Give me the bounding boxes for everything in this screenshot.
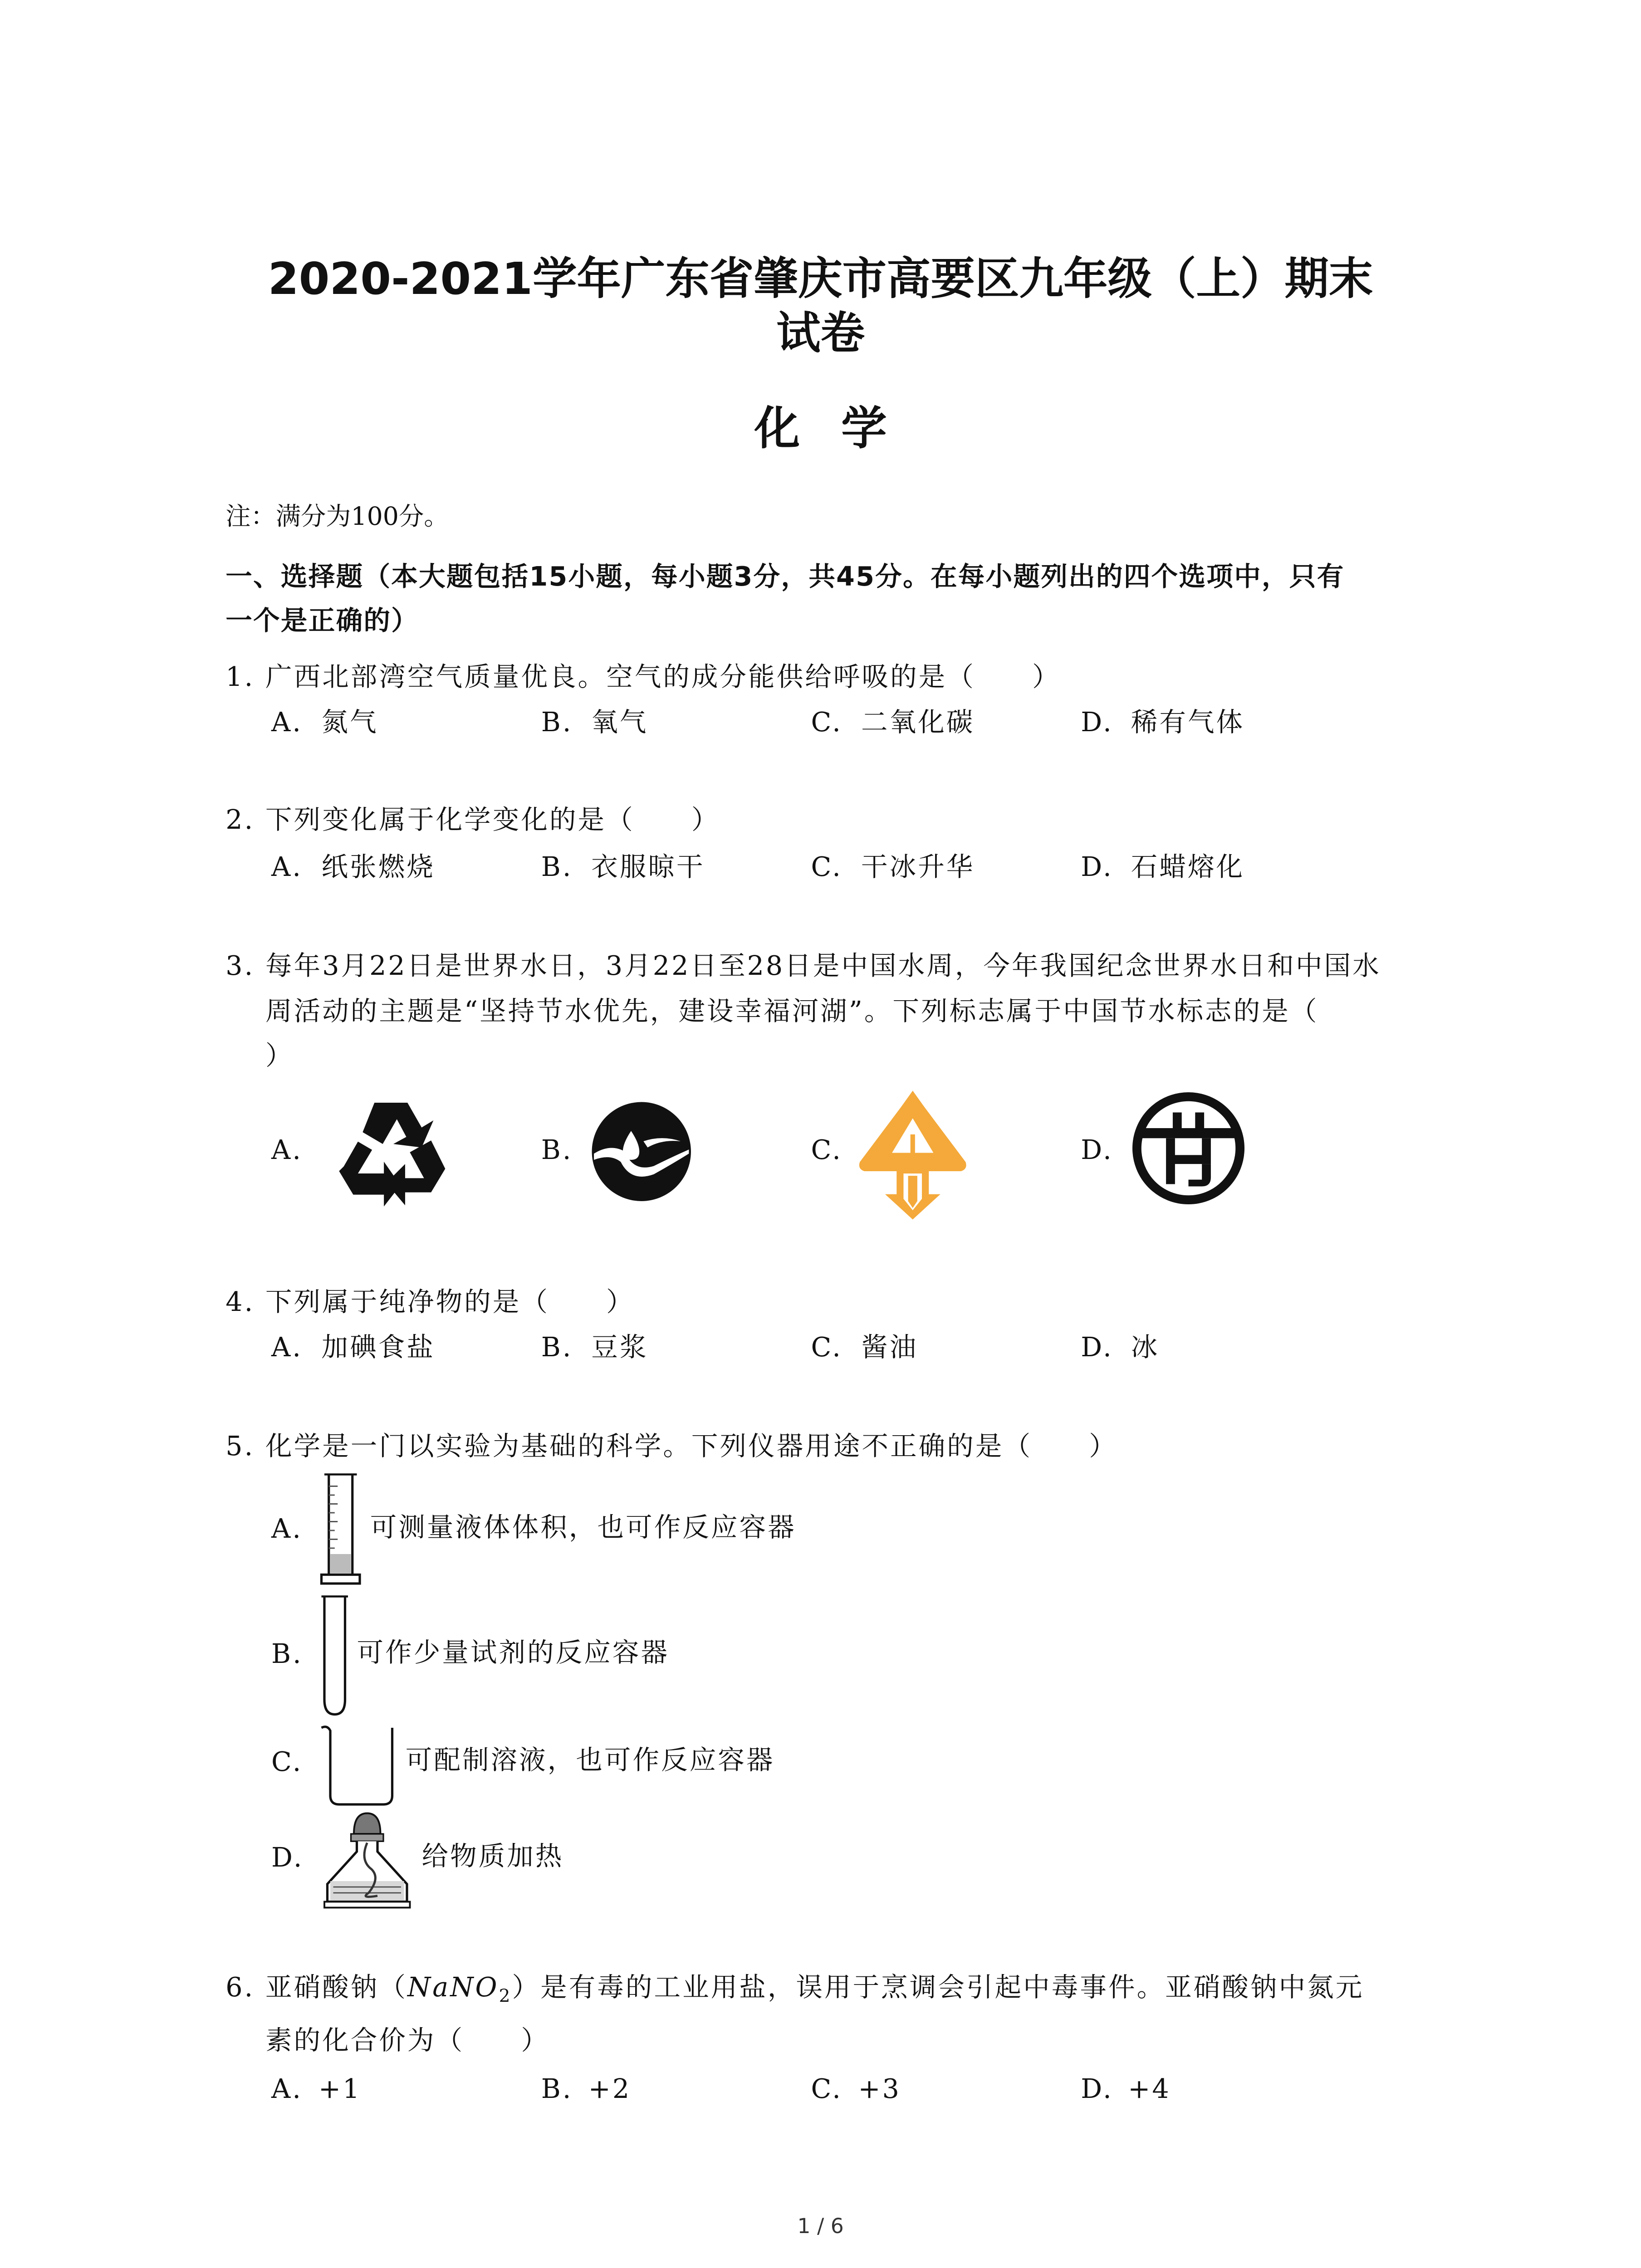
- option-text: 稀有气体: [1131, 707, 1245, 738]
- question-stem: 广西北部湾空气质量优良。空气的成分能供给呼吸的是（ ）: [265, 661, 1061, 692]
- option-letter: A.: [271, 1134, 303, 1165]
- option-text: 衣服晾干: [591, 851, 705, 882]
- option-text: 二氧化碳: [861, 707, 975, 738]
- stem-text-before: 亚硝酸钠（: [265, 1971, 407, 2003]
- option-letter: C.: [811, 851, 843, 882]
- question-stem: 化学是一门以实验为基础的科学。下列仪器用途不正确的是（ ）: [265, 1431, 1117, 1461]
- option-letter: B.: [541, 1134, 573, 1165]
- water-drop-circle-logo-icon: [590, 1100, 693, 1203]
- graduated-cylinder-icon: [318, 1471, 363, 1593]
- option-letter: A.: [271, 2073, 303, 2104]
- question-stem: 下列属于纯净物的是（ ）: [265, 1286, 635, 1317]
- circle-gate-logo-icon: [1132, 1092, 1244, 1204]
- page-number: 1 / 6: [797, 2214, 844, 2238]
- option-letter: D.: [1081, 2073, 1113, 2104]
- option-text: 可配制溶液，也可作反应容器: [405, 1745, 775, 1776]
- question-number: 2.: [225, 804, 255, 835]
- option-letter: D.: [271, 1842, 304, 1873]
- question-stem-line3: ）: [265, 1040, 294, 1071]
- chemical-formula: NaNO: [407, 1971, 499, 2003]
- option-text: +4: [1128, 2073, 1171, 2104]
- option-text: 石蜡熔化: [1131, 851, 1245, 882]
- section-heading-line1: 一、选择题（本大题包括15小题，每小题3分，共45分。在每小题列出的四个选项中，只有: [225, 561, 1345, 592]
- orange-arrow-logo-icon: [855, 1088, 970, 1221]
- option-text: 酱油: [861, 1332, 918, 1363]
- option-letter: C.: [811, 2073, 843, 2104]
- option-text: 可测量液体体积，也可作反应容器: [370, 1511, 796, 1543]
- option-text: +1: [318, 2073, 362, 2104]
- option-letter: A.: [271, 1513, 303, 1544]
- question-stem-line1: 每年3月22日是世界水日，3月22日至28日是中国水周，今年我国纪念世界水日和中国水: [265, 950, 1381, 981]
- option-text: 干冰升华: [861, 851, 975, 882]
- option-text: 纸张燃烧: [321, 851, 435, 882]
- option-letter: B.: [541, 707, 573, 738]
- option-letter: B.: [541, 851, 573, 882]
- option-text: 冰: [1131, 1332, 1160, 1363]
- option-text: 给物质加热: [421, 1840, 564, 1872]
- option-text: +2: [588, 2073, 632, 2104]
- question-number: 5.: [225, 1431, 255, 1461]
- option-letter: A.: [271, 707, 303, 738]
- question-number: 3.: [225, 950, 255, 981]
- option-letter: B.: [271, 1638, 303, 1670]
- option-text: 可作少量试剂的反应容器: [357, 1637, 670, 1668]
- stem-text-after: ）是有毒的工业用盐，误用于烹调会引起中毒事件。亚硝酸钠中氮元: [512, 1971, 1364, 2003]
- option-text: 豆浆: [591, 1332, 648, 1363]
- option-letter: C.: [811, 1134, 843, 1165]
- question-number: 4.: [225, 1286, 255, 1317]
- exam-title-line1: 2020-2021学年广东省肇庆市高要区九年级（上）期末: [268, 252, 1373, 304]
- option-letter: B.: [541, 1332, 573, 1363]
- option-letter: A.: [271, 851, 303, 882]
- option-letter: D.: [1081, 1332, 1113, 1363]
- option-letter: C.: [271, 1746, 303, 1777]
- recycling-symbol-icon: [328, 1091, 455, 1209]
- option-text: 氮气: [321, 707, 378, 738]
- section-heading-line2: 一个是正确的）: [225, 605, 419, 636]
- question-stem: 下列变化属于化学变化的是（ ）: [265, 804, 720, 835]
- question-stem-line2: 周活动的主题是“坚持节水优先，建设幸福河湖”。下列标志属于中国节水标志的是（: [265, 996, 1319, 1027]
- test-tube-icon: [318, 1593, 351, 1717]
- question-number: 6.: [225, 1971, 255, 2003]
- option-letter: B.: [541, 2073, 573, 2104]
- score-note: 注：满分为100分。: [225, 502, 449, 531]
- alcohol-lamp-icon: [318, 1810, 416, 1911]
- option-letter: D.: [1081, 707, 1113, 738]
- option-text: +3: [858, 2073, 901, 2104]
- option-letter: C.: [811, 707, 843, 738]
- beaker-icon: [318, 1722, 398, 1808]
- option-text: 加碘食盐: [321, 1332, 435, 1363]
- question-stem-line1: [265, 1971, 1364, 2007]
- subject-heading: 化学: [754, 401, 928, 455]
- option-letter: A.: [271, 1332, 303, 1363]
- option-text: 氧气: [591, 707, 648, 738]
- option-letter: D.: [1081, 851, 1113, 882]
- option-letter: C.: [811, 1332, 843, 1363]
- option-letter: D.: [1081, 1134, 1113, 1165]
- formula-subscript: 2: [499, 1986, 512, 2007]
- exam-title-line2: 试卷: [776, 307, 865, 359]
- question-number: 1.: [225, 661, 255, 692]
- question-stem-line2: 素的化合价为（ ）: [265, 2024, 549, 2056]
